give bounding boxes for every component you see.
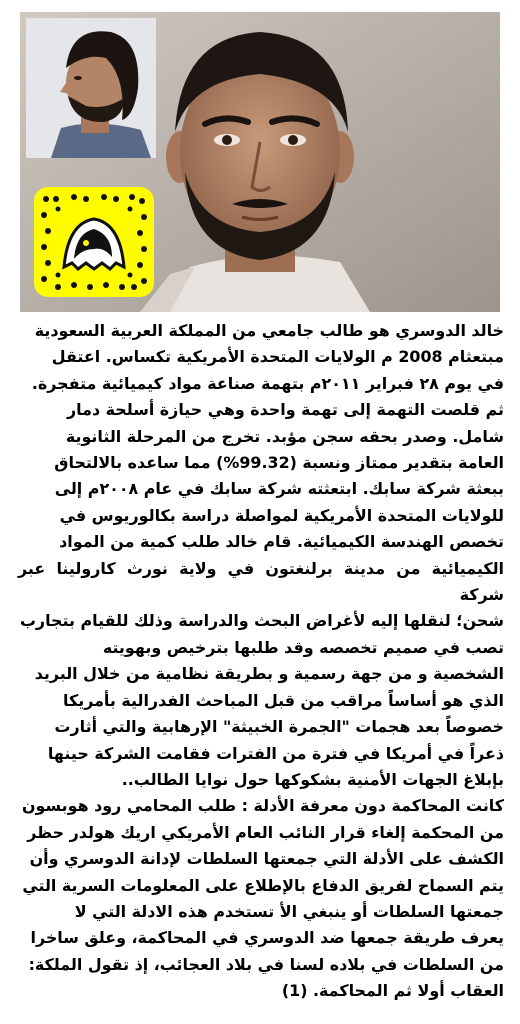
snapchat-ghost-icon: [34, 187, 154, 297]
article-paragraph-biography: خالد الدوسري هو طالب جامعي من المملكة العربية السعودية مبتعثام 2008 م الولايات المتحدة الأمريكية تكساس. اعتقل في يوم ٢٨ فبراير ٢٠١١م بتهمة صناعة مواد كيميائية متفجرة. ثم قلصت التهمة إلى تهمة واحدة وهي حيازة أسلحة دمار شامل. وصدر بحقه سجن مؤبد. تخرج من المرحلة الثانوية العامة بتقدير ممتاز ونسبة (99.32%) مما ساعده بالالتحاق ببعثة شركة سابك. ابتعثته شركة سابك في عام ٢٠٠٨م إلى للولايات المتحدة الأمريكية لمواصلة دراسة بكالوريوس في تخصص الهندسة الكيميائية. قام خالد طلب كمية من المواد الكيميائية من مدينة برلنغتون في ولاية نورث كارولينا عبر شركة شحن؛ لنقلها إليه لأغراض البحث والدراسة وذلك للقيام بتجارب تصب في صميم تخصصه وقد طلبها بترخيص وبهويته الشخصية و من جهة رسمية و بطريقة نظامية من خلال البريد الذي هو أساساً مراقب من قبل المباحث الفدرالية بأمريكا خصوصاً بعد هجمات "الجمرة الخبيثة" الإرهابية والتي أثارت ذعراً في أمريكا في فترة من الفترات فقامت الشركة حينها بإبلاغ الجهات الأمنية بشكوكها حول نوايا الطالب..: [18, 321, 504, 789]
profile-photo: [26, 18, 156, 158]
article-text: [18, 318, 504, 1018]
photo-panel: [20, 12, 500, 312]
article-paragraph-trial: كانت المحاكمة دون معرفة الأدلة : طلب المحامي رود هوبسون من المحكمة إلغاء قرار النائب العام الأمريكي اريك هولدر حظر الكشف على الأدلة التي جمعتها السلطات لإدانة الدوسري وأن يتم السماح لفريق الدفاع بالإطلاع على المعلومات السرية التي جمعتها السلطات أو ينبغي الأ تستخدم هذه الادلة التي لا يعرف طريقة جمعها ضد الدوسري في المحاكمة، وعلق ساخرا من السلطات في بلاده لسنا في بلاد العجائب، إذ تقول الملكة: العقاب أولا ثم المحاكمة. (1): [21, 796, 504, 1001]
